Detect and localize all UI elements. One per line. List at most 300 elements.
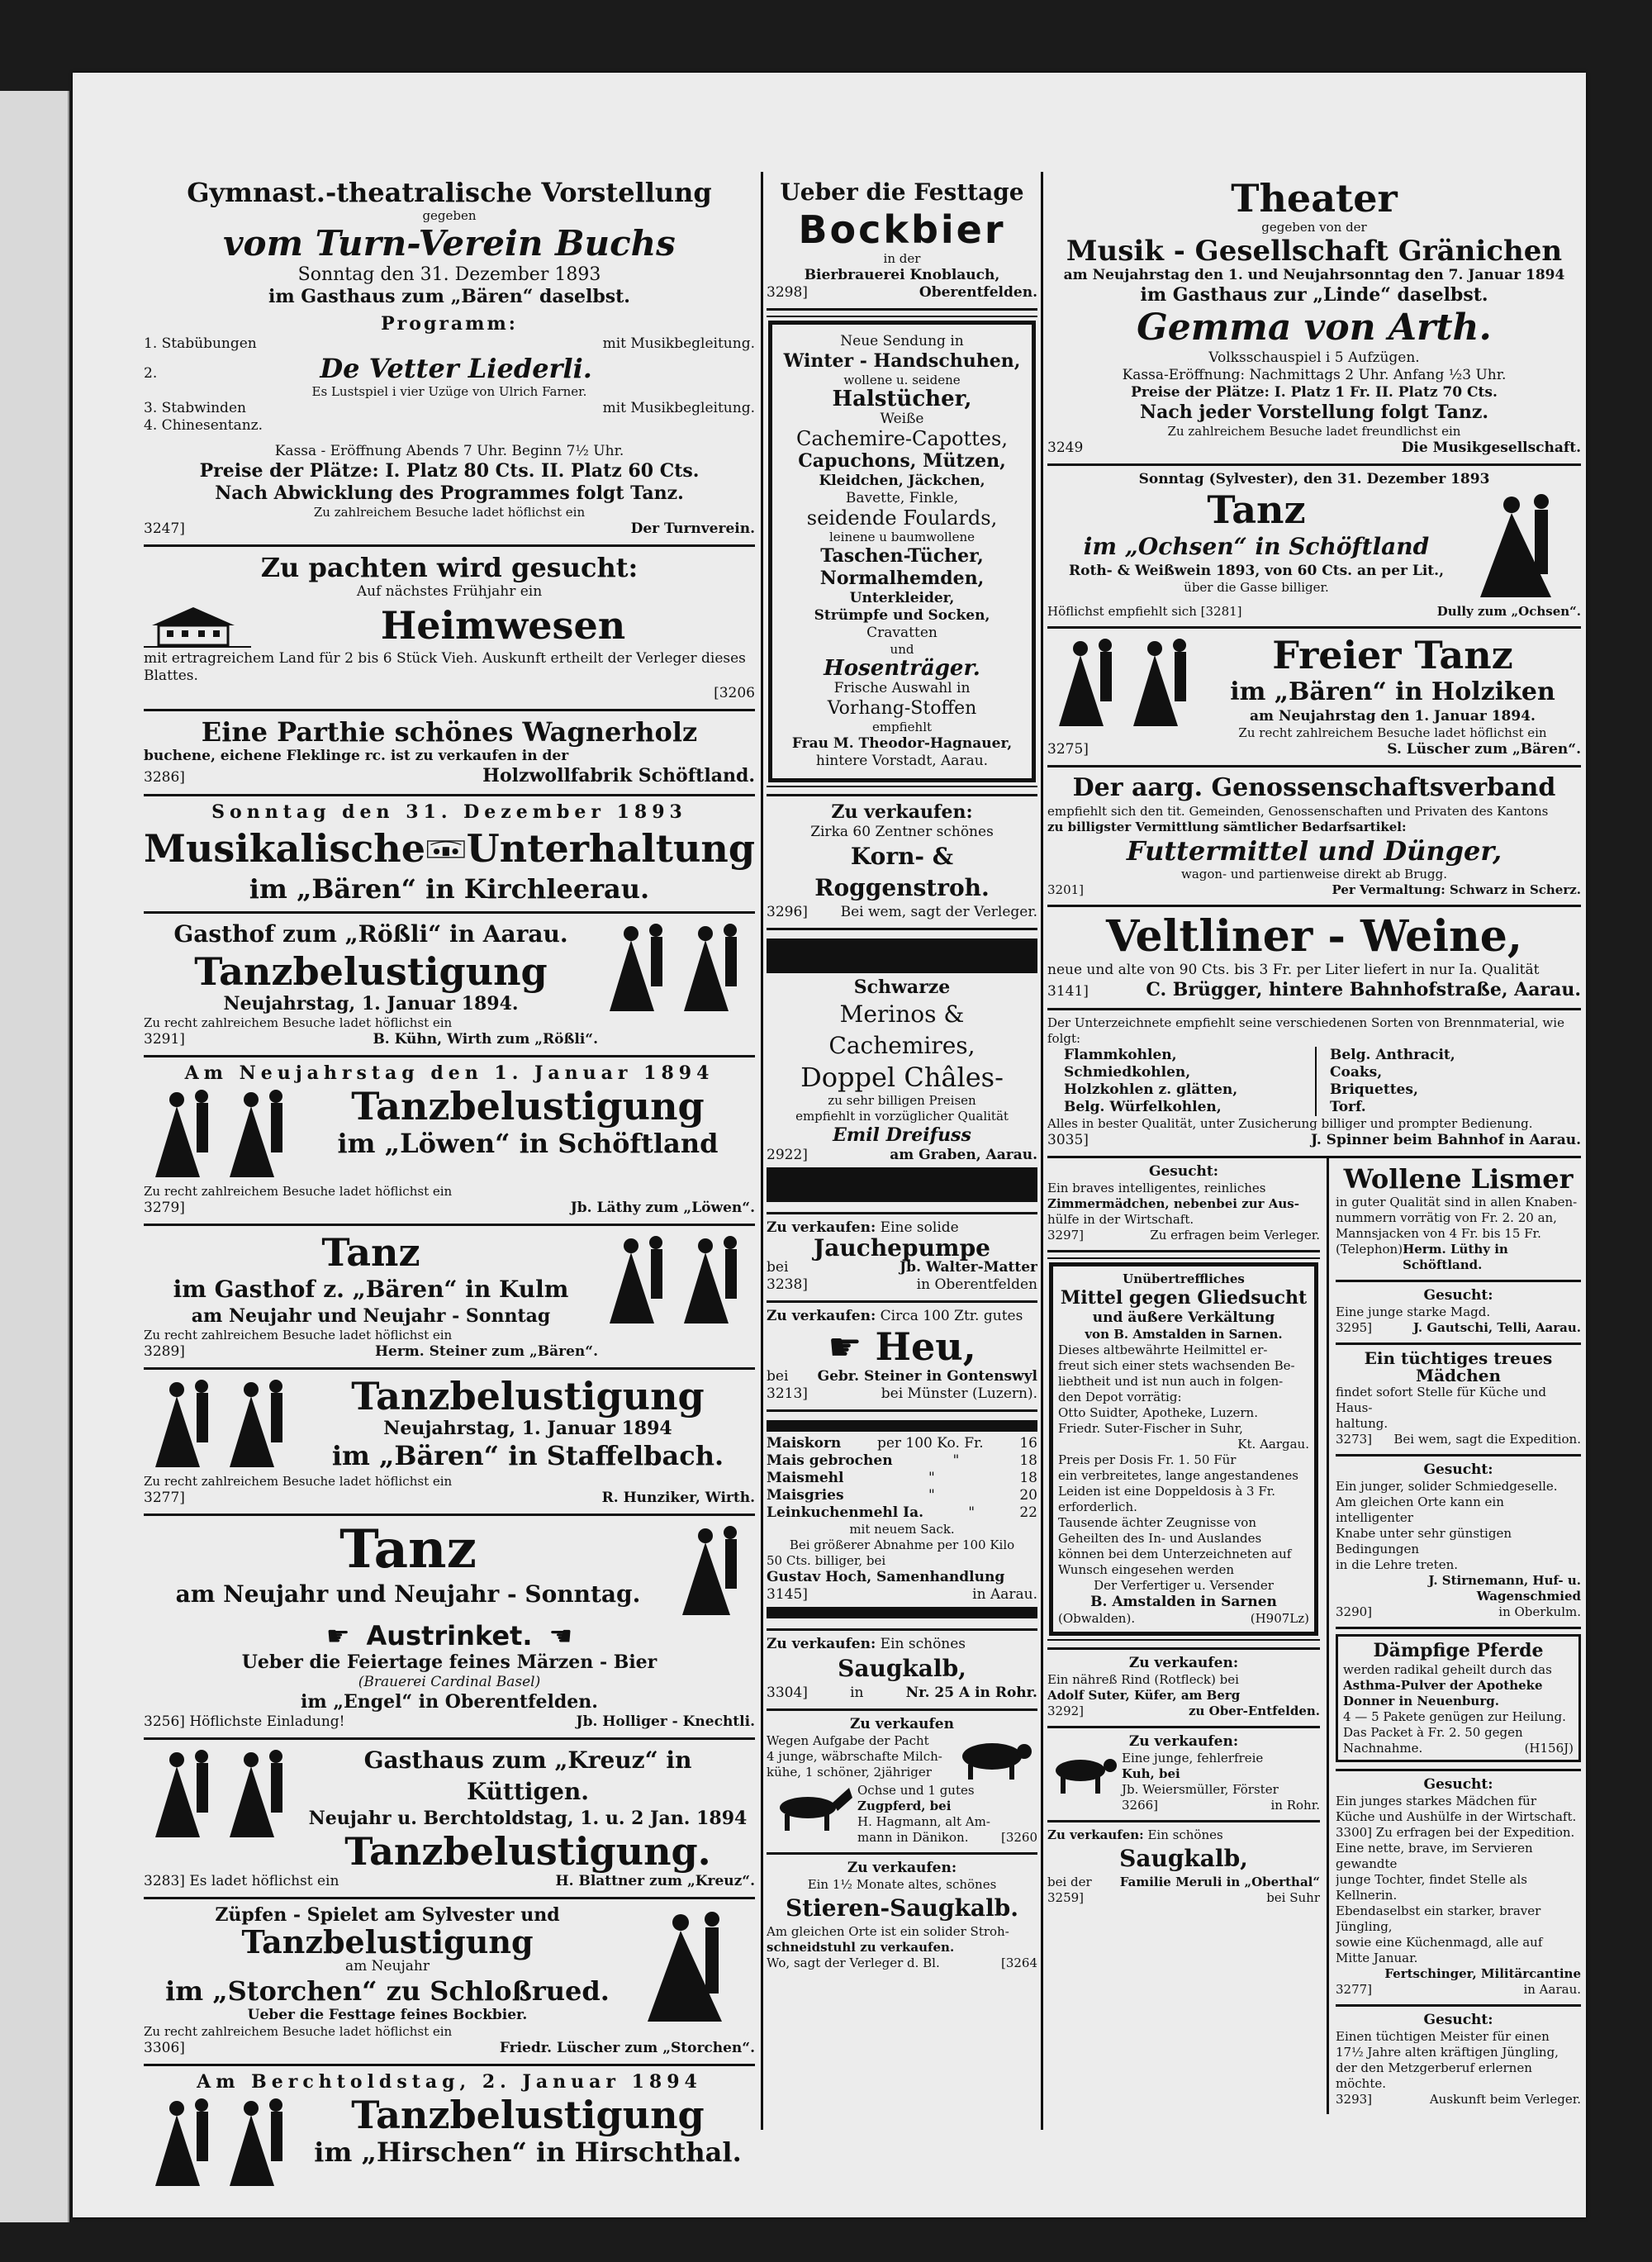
ad-venue: im „Bären“ in Staffelbach. [331, 1440, 724, 1471]
ad-text: Cravatten [866, 625, 938, 641]
dancing-couples-icon [144, 1085, 301, 1184]
ad-headline: Tanz [1207, 487, 1306, 532]
ad-theater-graenichen [1047, 172, 1581, 466]
ad-headline: Tanzbelustigung [351, 1374, 705, 1419]
ad-title: Zu verkaufen: [1047, 1827, 1144, 1842]
ad-text: Leiden ist eine Doppeldosis à 3 Fr. [1058, 1484, 1276, 1499]
ad-headline: Merinos & Cachemires, [828, 1000, 976, 1059]
ad-text: junge Tochter, findet Stelle als Kellnerin. [1336, 1872, 1527, 1903]
subcolumn-right [1329, 1158, 1581, 2114]
fuel-item: Briquettes, [1330, 1081, 1418, 1098]
ad-text: Höflichst empfiehlt sich [1047, 604, 1197, 619]
ad-title: Zu verkaufen: [767, 1308, 876, 1324]
ad-number: 3238] [767, 1276, 808, 1293]
ad-hoch-mais [767, 1412, 1037, 1631]
ad-title: Gesucht: [1423, 1287, 1493, 1304]
ad-text: Ueber die Festtage feines Bockbier. [247, 2007, 528, 2023]
ad-metzgerlehre [1336, 2007, 1581, 2114]
ad-date: am Neujahr und Neujahr - Sonntag [191, 1305, 551, 1327]
ad-text: Nach Abwicklung des Programmes folgt Tanz. [215, 482, 684, 504]
ad-headline: Futtermittel und Dünger, [1126, 835, 1502, 867]
ad-text: Ein 1½ Monate altes, schönes [807, 1877, 997, 1892]
dancing-couples-icon [144, 2093, 301, 2193]
ad-musikalische-unterhaltung [144, 796, 755, 914]
price-item-name: Maismehl [767, 1470, 844, 1486]
ad-headline: Dämpfige Pferde [1373, 1640, 1544, 1661]
ad-text: (Brauerei Cardinal Basel) [358, 1674, 541, 1690]
ad-number: 3277] [1336, 1982, 1373, 1997]
ad-heimwesen [144, 547, 755, 711]
ad-signature: H. Blattner zum „Kreuz“. [555, 1873, 755, 1889]
ad-kreuz-kuettigen [144, 1740, 755, 1899]
ad-text: 4 junge, wäbrschafte Milch- [767, 1749, 942, 1764]
ad-text: Roth- & Weißwein 1893, von 60 Cts. an per Lit., [1069, 563, 1444, 579]
ad-text: (Telephon) [1336, 1242, 1403, 1257]
ad-text: bei [767, 1368, 789, 1385]
ad-text: Alles in bester Qualität, unter Zusicherung billiger und prompter Bedienung. [1047, 1116, 1533, 1131]
ad-title: Zu verkaufen: [767, 1219, 876, 1236]
ad-title: Gesucht: [1423, 1461, 1493, 1478]
pointing-hand-icon: ☛ [325, 1620, 350, 1651]
ad-text: Oberentfelden. [919, 284, 1037, 301]
ad-date: Neujahr u. Berchtoldstag, 1. u. 2 Jan. 1894 [308, 1808, 748, 1829]
ad-rind [1047, 1650, 1320, 1728]
ad-kellnerin [1336, 1771, 1581, 2007]
ad-text: Unübertreffliches [1123, 1271, 1245, 1286]
price-item-value: 18 [1019, 1470, 1037, 1486]
ad-text: Dieses altbewährte Heilmittel er- [1058, 1342, 1268, 1357]
ad-subheadline: Austrinket. [366, 1620, 533, 1651]
ad-text: Tausende ächter Zeugnisse von [1058, 1515, 1256, 1530]
ad-text: in Rohr. [1270, 1798, 1320, 1813]
ad-kuh [1047, 1728, 1320, 1822]
ad-signature: Fertschinger, Militärcantine [1384, 1966, 1581, 1981]
ad-text: Mitte Januar. [1336, 1951, 1418, 1965]
ad-number: [3260 [1000, 1830, 1037, 1845]
ad-text: H. Hagmann, alt Am- [857, 1814, 990, 1829]
ad-title: Gasthaus zum „Kreuz“ in Küttigen. [363, 1746, 692, 1805]
ad-text: leinene u baumwollene [828, 530, 976, 544]
ad-date: am Neujahr und Neujahr - Sonntag. [175, 1580, 641, 1608]
price-row [767, 1470, 1037, 1487]
ad-text: Am gleichen Orte ist ein solider Stroh- [767, 1924, 1009, 1939]
column-rule [761, 172, 763, 2130]
ad-prices: Preise der Plätze: I. Platz 1 Fr. II. Platz 70 Cts. [1131, 384, 1498, 401]
ad-number: 3247] [144, 520, 185, 537]
ad-text: Nach jeder Vorstellung folgt Tanz. [1140, 402, 1488, 423]
ad-headline: Tanzbelustigung [241, 1923, 534, 1960]
ad-schmiedgeselle [1336, 1457, 1581, 1629]
ad-number: 3296] [767, 904, 808, 920]
dancing-couple-icon [672, 1521, 755, 1620]
price-item-name: Mais gebrochen [767, 1452, 893, 1469]
ad-number: 3213] [767, 1385, 808, 1402]
ad-text: Halstücher, [832, 387, 972, 411]
price-item-unit: " [928, 1487, 935, 1504]
ad-text: liebtheit und ist nun auch in folgen- [1058, 1374, 1284, 1389]
ad-text: Eine junge starke Magd. [1336, 1304, 1491, 1319]
ad-number: 3277] [144, 1490, 185, 1506]
ad-text: bei der [1047, 1875, 1092, 1889]
ad-invite: Höflichste Einladung! [189, 1713, 345, 1730]
ad-text: Kt. Aargau. [1237, 1437, 1309, 1452]
fuel-item: Belg. Anthracit, [1330, 1047, 1455, 1063]
ad-text: Wunsch eingesehen werden [1058, 1562, 1235, 1577]
ad-invite: Zu recht zahlreichem Besuche ladet höflichst ein [1238, 725, 1547, 740]
ad-text: Ebendaselbst ein starker, braver Jüngling, [1336, 1903, 1541, 1934]
newspaper-page [73, 73, 1586, 2217]
price-item-unit: " [952, 1452, 960, 1469]
ad-text: in der [883, 251, 921, 266]
ad-text: Kassa-Eröffnung: Nachmittags 2 Uhr. Anfang ½3 Uhr. [1122, 367, 1507, 383]
ad-number: 3291] [144, 1031, 185, 1048]
ad-title: Musik - Gesellschaft Gränichen [1066, 235, 1563, 268]
ad-text: und äußere Verkältung [1092, 1309, 1275, 1326]
ad-text: Capuchons, Mützen, [798, 450, 1006, 472]
price-item-unit: per 100 Ko. Fr. [876, 1435, 984, 1452]
ad-text: den Depot vorrätig: [1058, 1390, 1182, 1404]
ad-text: Weiße [880, 411, 924, 427]
ad-text: Eine solide [880, 1219, 959, 1236]
ad-text: mit neuem Sack. [849, 1522, 955, 1537]
ad-text: empfiehlt in vorzüglicher Qualität [795, 1109, 1009, 1124]
dancing-couples-icon [144, 1375, 301, 1474]
ad-headline: Gemma von Arth. [1137, 307, 1492, 349]
program-note: mit Musikbegleitung. [602, 335, 755, 352]
ad-text: Kuh, bei [1122, 1766, 1180, 1781]
ad-number: (H907Lz) [1250, 1611, 1309, 1626]
ad-signature: J. Gautschi, Telli, Aarau. [1413, 1320, 1581, 1335]
ad-text: Ein junges starkes Mädchen für [1336, 1794, 1537, 1808]
ad-text: empfiehlt [871, 720, 933, 734]
ad-headline: Tanzbelustigung [194, 949, 548, 994]
ad-text: werden radikal geheilt durch das [1343, 1662, 1552, 1677]
ad-loewen-schoeftland [144, 1057, 755, 1226]
ad-title: Zu verkaufen: [767, 1636, 876, 1652]
ad-venue: im „Bären“ in Kirchleerau. [249, 873, 650, 905]
program-item: 2. [144, 365, 158, 382]
ad-turnverein [144, 172, 755, 547]
ad-text: Auskunft beim Verleger. [1429, 2092, 1581, 2107]
horse-icon [767, 1783, 857, 1832]
ad-headline: Bockbier [798, 207, 1006, 252]
ad-wagnerholz [144, 711, 755, 796]
ad-text: zu sehr billigen Preisen [828, 1093, 976, 1108]
fuel-item: Coaks, [1330, 1064, 1383, 1081]
ad-date: Am Berchtoldstag, 2. Januar 1894 [197, 2071, 702, 2093]
ad-headline: Heu, [875, 1324, 976, 1369]
fuel-item: Holzkohlen z. glätten, [1064, 1081, 1238, 1098]
ad-signature: Familie Meruli in „Oberthal“ [1119, 1875, 1320, 1889]
price-item-value: 22 [1019, 1504, 1037, 1521]
ad-invite: Es ladet höflichst ein [189, 1873, 339, 1889]
ad-number: 3298] [767, 284, 808, 301]
ad-text: Zimmermädchen, nebenbei zur Aus- [1047, 1196, 1299, 1211]
ad-signature: Gebr. Steiner in Gontenswyl [817, 1368, 1037, 1385]
ad-text: Einen tüchtigen Meister für einen [1336, 2029, 1550, 2044]
ad-headline: Mittel gegen Gliedsucht [1060, 1287, 1308, 1309]
ad-number: [3281] [1200, 604, 1242, 619]
dancing-couple-icon [631, 1904, 755, 2028]
ad-number: 3275] [1047, 741, 1089, 758]
ornament-band [767, 1420, 1037, 1432]
ad-venue: im Gasthaus zum „Bären“ daselbst. [268, 286, 630, 307]
program-note: mit Musikbegleitung. [602, 400, 755, 416]
ad-text: empfiehlt sich den tit. Gemeinden, Genossenschaften und Privaten des Kantons [1047, 804, 1549, 819]
ad-maedchen [1336, 1345, 1581, 1457]
ad-signature: B. Amstalden in Sarnen [1090, 1594, 1277, 1610]
ad-text: Jb. Weiersmüller, Förster [1122, 1782, 1279, 1797]
ad-saugkalb-suhr [1047, 1822, 1320, 1913]
ad-signature: Per Vermaltung: Schwarz in Scherz. [1332, 882, 1581, 897]
ad-text: Küche und Aushülfe in der Wirtschaft. [1336, 1809, 1577, 1824]
ad-heu [767, 1303, 1037, 1412]
ad-title: Der aarg. Genossenschaftsverband [1072, 773, 1556, 802]
fuel-list-right [1317, 1047, 1581, 1116]
ad-text: Zugpferd, bei [857, 1799, 952, 1813]
ad-genossenschaftsverband [1047, 767, 1581, 907]
ad-number: 3249 [1047, 440, 1084, 456]
ad-title: Gesucht: [1423, 2012, 1493, 2028]
ad-text: in Oberentfelden [916, 1276, 1037, 1293]
ad-signature: J. Stirnemann, Huf- u. Wagenschmied [1428, 1573, 1581, 1604]
ad-ochsen-schoeftland [1047, 466, 1581, 629]
ad-text: Ein nähreß Rind (Rotfleck) bei [1047, 1672, 1239, 1687]
ad-text: 17½ Jahre alten kräftigen Jüngling, [1336, 2045, 1559, 2060]
ad-venue: im „Engel“ in Oberentfelden. [301, 1691, 598, 1713]
ad-number: 2922] [767, 1147, 808, 1163]
ad-text: kühe, 1 schöner, 2jähriger [767, 1765, 932, 1780]
ad-text: Frische Auswahl in [833, 680, 971, 696]
ad-text: Kassa - Eröffnung Abends 7 Uhr. Beginn 7½ Uhr. [274, 443, 624, 459]
ad-signature: Gustav Hoch, Samenhandlung [767, 1569, 1005, 1585]
ad-text: 3300] Zu erfragen bei der Expedition. [1336, 1825, 1575, 1840]
column-rule [1041, 172, 1043, 2130]
ad-venue: im Gasthaus zur „Linde“ daselbst. [1140, 284, 1488, 306]
ad-date: Sonntag den 31. Dezember 1893 [297, 264, 601, 285]
price-item-value: 20 [1019, 1487, 1037, 1504]
ad-text: wollene u. seidene [843, 373, 961, 387]
ad-date: Neujahrstag, 1. Januar 1894 [383, 1418, 672, 1439]
ad-signature: Jb. Läthy zum „Löwen“. [570, 1200, 755, 1216]
ad-signature: Holzwollfabrik Schöftland. [482, 765, 755, 786]
ad-text: 4 — 5 Pakete genügen zur Heilung. [1343, 1709, 1566, 1724]
ad-stieren-saugkalb [767, 1855, 1037, 1978]
fuel-item: Schmiedkohlen, [1064, 1064, 1191, 1081]
ad-signature: C. Brügger, hintere Bahnhofstraße, Aarau. [1146, 979, 1581, 1000]
ad-text: Winter - Handschuhen, [783, 350, 1021, 372]
ad-text: Wegen Aufgabe der Pacht [767, 1733, 929, 1748]
price-item-name: Leinkuchenmehl Ia. [767, 1504, 924, 1521]
ad-text: und [890, 642, 914, 657]
ad-text: Züpfen - Spielet am Sylvester und [215, 1904, 560, 1926]
ad-signature: R. Hunziker, Wirth. [601, 1490, 755, 1506]
program-item: 3. Stabwinden [144, 400, 246, 416]
ornament-band [767, 1167, 1037, 1202]
ad-veltliner [1047, 907, 1581, 1010]
ad-text: Normalhemden, [819, 568, 985, 589]
price-item-name: Maiskorn [767, 1435, 842, 1452]
ad-daempfige-pferde [1336, 1629, 1581, 1771]
ad-text: freut sich einer stets wachsenden Be- [1058, 1358, 1295, 1373]
ad-dreifuss [767, 930, 1037, 1214]
ad-text: Bei größerer Abnahme per 100 Kilo [789, 1537, 1015, 1552]
ad-text: Am gleichen Orte kann ein intelligenter [1336, 1495, 1504, 1525]
ad-text: Neue Sendung in [840, 333, 964, 349]
ad-signature: Frau M. Theodor-Hagnauer, [791, 735, 1013, 752]
adjacent-page-edge [0, 91, 69, 2222]
ad-text: 50 Cts. billiger, bei [767, 1553, 886, 1568]
ad-text: Taschen-Tücher, [820, 545, 984, 567]
ad-hagnauer [767, 311, 1037, 796]
ad-headline: Stieren-Saugkalb. [786, 1894, 1018, 1922]
ad-text: in Oberkulm. [1498, 1604, 1581, 1619]
dancing-couples-icon [144, 1745, 301, 1844]
two-column-block [1047, 1158, 1581, 2114]
dancing-couple-icon [1465, 488, 1581, 604]
ad-text: Knabe unter sehr günstigen Bedingungen [1336, 1526, 1512, 1556]
ad-saugkalb-rohr [767, 1631, 1037, 1711]
ad-text: Bei wem, sagt der Verleger. [840, 904, 1037, 920]
ornament-band [767, 1607, 1037, 1618]
ad-title: Ein tüchtiges treues Mädchen [1364, 1348, 1553, 1385]
ad-text: in Aarau. [972, 1586, 1037, 1603]
ad-title: Zu pachten wird gesucht: [260, 552, 638, 583]
ad-date: am Neujahrstag den 1. und Neujahrsonntag den 7. Januar 1894 [1063, 267, 1565, 283]
ad-invite: Zu recht zahlreichem Besuche ladet höflichst ein [144, 1184, 453, 1199]
ad-date: Sonntag den 31. Dezember 1893 [211, 801, 687, 823]
ad-text: Wo, sagt der Verleger d. Bl. [767, 1955, 940, 1970]
ad-number: 3295] [1336, 1320, 1373, 1335]
ad-storchen-schlossrued [144, 1899, 755, 2066]
column-left [144, 172, 755, 2199]
ad-text: nummern vorrätig von Fr. 2. 20 an, [1336, 1210, 1557, 1225]
farmhouse-icon [144, 601, 251, 650]
ad-text: in die Lehre treten. [1336, 1557, 1458, 1572]
ad-number: [3206 [714, 685, 755, 701]
ad-text: Preis per Dosis Fr. 1. 50 Für [1058, 1452, 1237, 1467]
ad-text: bei Münster (Luzern). [881, 1385, 1037, 1402]
ad-text: Bei wem, sagt die Expedition. [1393, 1432, 1581, 1447]
ad-signature: Die Musikgesellschaft. [1401, 440, 1581, 456]
ad-invite: Zu recht zahlreichem Besuche ladet höflichst ein [144, 1328, 453, 1342]
ad-text: der den Metzgerberuf erlernen möchte. [1336, 2060, 1532, 2091]
price-row [767, 1452, 1037, 1470]
price-item-value: 18 [1019, 1452, 1037, 1469]
ad-title: Gymnast.-theatralische Vorstellung [187, 177, 712, 208]
ad-date: Sonntag (Sylvester), den 31. Dezember 1893 [1138, 471, 1490, 487]
ad-headline: Veltliner - Weine, [1105, 911, 1522, 962]
ad-invite: Zu recht zahlreichem Besuche ladet höflichst ein [144, 1015, 453, 1030]
ad-org: vom Turn-Verein Buchs [223, 223, 676, 264]
ad-roessli-aarau [144, 914, 755, 1057]
ad-invite: Zu zahlreichem Besuche ladet freundlichst ein [1167, 424, 1461, 439]
ad-text: Ein schönes [880, 1636, 966, 1652]
ad-title: Zu verkaufen: [1128, 1655, 1239, 1671]
program-item: 4. Chinesentanz. [144, 417, 263, 434]
ad-signature: Friedr. Lüscher zum „Storchen“. [499, 2040, 755, 2056]
ad-frame [1049, 1262, 1318, 1636]
column-right [1047, 172, 1581, 2114]
ad-number: 3035] [1047, 1132, 1089, 1148]
ad-title: Zu verkaufen: [1128, 1733, 1239, 1750]
ad-text: mit ertragreichem Land für 2 bis 6 Stück Vieh. Auskunft ertheilt der Verleger dieses Blattes. [144, 650, 746, 684]
cow-icon [1047, 1751, 1122, 1797]
ad-text: von B. Amstalden in Sarnen. [1085, 1327, 1283, 1342]
price-item-unit: " [968, 1504, 976, 1521]
ad-text: gegeben [422, 208, 477, 223]
ad-number: 3259] [1047, 1890, 1085, 1905]
price-row [767, 1487, 1037, 1504]
price-item-name: Maisgries [767, 1487, 844, 1504]
ad-text: findet sofort Stelle für Küche und Haus- [1336, 1385, 1546, 1415]
ad-text: sowie eine Küchenmagd, alle auf [1336, 1935, 1543, 1950]
ad-headline: Tanzbelustigung [351, 2093, 705, 2137]
ad-text: bei [767, 1259, 789, 1276]
ad-text: Nachnahme. [1343, 1741, 1423, 1756]
ad-date: am Neujahr [344, 1958, 430, 1974]
ad-hagmann [767, 1711, 1037, 1855]
ad-text: Ein braves intelligentes, reinliches [1047, 1181, 1266, 1195]
ad-frame [1336, 1634, 1581, 1762]
price-row [767, 1504, 1037, 1522]
ad-headline: Musikalische [144, 826, 425, 871]
ad-number: 3141] [1047, 983, 1089, 1000]
ad-text: Auf nächstes Frühjahr ein [356, 583, 543, 600]
ad-text: Ein junger, solider Schmiedgeselle. [1336, 1479, 1558, 1494]
ad-venue: im „Löwen“ in Schöftland [337, 1128, 719, 1159]
ad-text: ein verbreitetes, lange angestandenes [1058, 1468, 1298, 1483]
ad-headline: Jauchepumpe [814, 1234, 990, 1262]
ad-text: Friedr. Suter-Fischer in Suhr, [1058, 1421, 1243, 1436]
ad-zimmermaedchen [1047, 1158, 1320, 1252]
ad-signature: Herm. Steiner zum „Bären“. [374, 1343, 598, 1360]
ad-headline: Tanzbelustigung [351, 1084, 705, 1129]
ad-text: über die Gasse billiger. [1184, 580, 1329, 595]
pointing-hand-icon: ☚ [548, 1620, 573, 1651]
ad-text: Hosenträger. [824, 656, 980, 681]
ad-date: am Neujahrstag den 1. Januar 1894. [1250, 708, 1536, 725]
ad-headline: Theater [1231, 176, 1398, 221]
ad-text: Der Verfertiger u. Versender [1094, 1578, 1274, 1593]
ad-text: zu Ober-Entfelden. [1189, 1704, 1320, 1718]
fuel-item: Belg. Würfelkohlen, [1064, 1099, 1222, 1115]
ad-text: in [850, 1685, 864, 1701]
ad-title: Ueber die Festtage [780, 178, 1024, 206]
ad-headline: Saugkalb, [1119, 1845, 1248, 1872]
ad-text: Bierbrauerei Knoblauch, [804, 267, 1000, 283]
ad-bockbier [767, 172, 1037, 311]
ad-number: 3256] [144, 1713, 185, 1730]
dancing-couples-icon [598, 1231, 755, 1330]
ad-number: 3306] [144, 2040, 185, 2056]
ad-text: Mannsjacken von 4 Fr. bis 15 Fr. [1336, 1226, 1541, 1241]
ad-text: Schwarze [853, 977, 951, 998]
ad-text: Ein schönes [1147, 1827, 1223, 1842]
ad-baeren-staffelbach [144, 1370, 755, 1516]
ad-headline: Doppel Châles- [800, 1062, 1004, 1093]
ad-amstalden [1047, 1252, 1320, 1650]
program-item-title: De Vetter Liederli. [320, 353, 592, 384]
ad-title: Gesucht: [1423, 1776, 1493, 1793]
ad-venue: im „Bären“ in Holziken [1230, 677, 1555, 706]
harmonie-emblem-icon [425, 824, 467, 873]
ad-text: Ueber die Feiertage feines Märzen - Bier [241, 1651, 657, 1673]
ad-text: Zirka 60 Zentner schönes [810, 824, 994, 840]
ad-text: Eine nette, brave, im Servieren gewandte [1336, 1841, 1533, 1871]
ad-text: Geheilten des In- und Auslandes [1058, 1531, 1262, 1546]
ad-invite: Zu zahlreichem Besuche ladet höflichst ein [313, 505, 586, 520]
